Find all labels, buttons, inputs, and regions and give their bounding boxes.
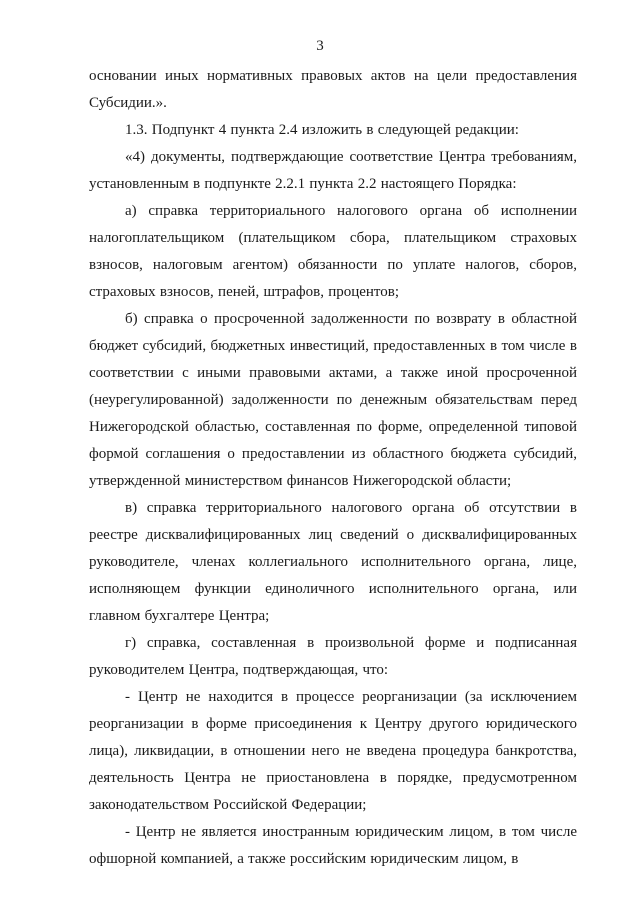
paragraph-item-4: «4) документы, подтверждающие соответствие Центра требованиям, установленным в подпункте 2.2.1 пункта 2.2 настоящего Порядка:	[89, 149, 577, 192]
document-body	[89, 63, 577, 873]
paragraph-bullet-foreign-entity: - Центр не является иностранным юридическим лицом, в том числе офшорной компанией, а также российским юридическим лицом, в	[89, 824, 577, 867]
paragraph-continuation: основании иных нормативных правовых актов на цели предоставления Субсидии.».	[89, 68, 577, 111]
paragraph-clause-1-3: 1.3. Подпункт 4 пункта 2.4 изложить в следующей редакции:	[125, 122, 519, 138]
paragraph-item-a: а) справка территориального налогового органа об исполнении налогоплательщиком (плательщиком сбора, плательщиком страховых взносов, налоговым агентом) обязанности по уплате налогов, сборов, страховых взносов, пеней, штрафов, процентов;	[89, 203, 577, 300]
paragraph-item-g: г) справка, составленная в произвольной форме и подписанная руководителем Центра, подтверждающая, что:	[89, 635, 577, 678]
paragraph-bullet-reorganization: - Центр не находится в процессе реорганизации (за исключением реорганизации в форме присоединения к Центру другого юридического лица), ликвидации, в отношении него не введена процедура банкротства, деятельность Центра не приостановлена в порядке, предусмотренном законодательством Российской Федерации;	[89, 689, 577, 813]
page-number: 3	[316, 38, 324, 54]
paragraph-item-v: в) справка территориального налогового органа об отсутствии в реестре дисквалифицированных лиц сведений о дисквалифицированных руководителе, членах коллегиального исполнительного органа, лице, исполняющем функции единоличного исполнительного органа, или главном бухгалтере Центра;	[89, 500, 577, 624]
paragraph-item-b: б) справка о просроченной задолженности по возврату в областной бюджет субсидий, бюджетных инвестиций, предоставленных в том числе в соответствии с иными правовыми актами, а также иной просроченной (неурегулированной) задолженности по денежным обязательствам перед Нижегородской областью, составленная по форме, определенной типовой формой соглашения о предоставлении из областного бюджета субсидий, утвержденной министерством финансов Нижегородской области;	[89, 311, 577, 489]
